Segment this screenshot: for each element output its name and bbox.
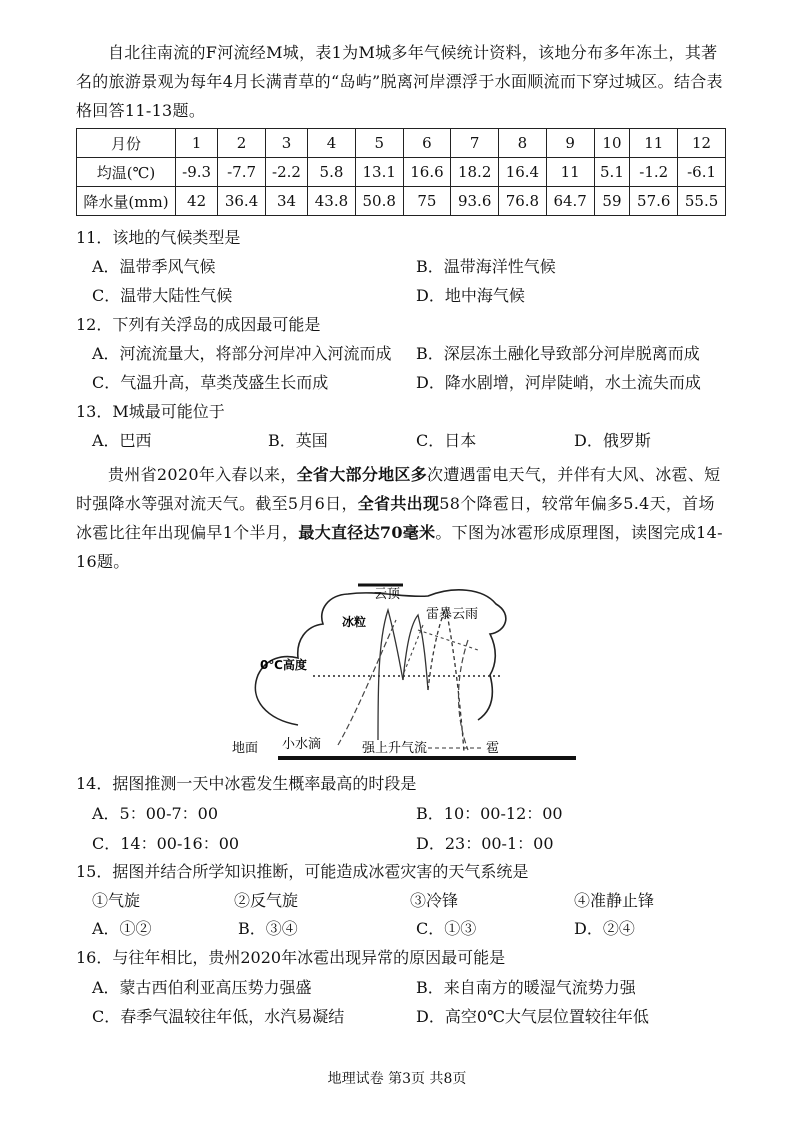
table-cell: 5.8 (308, 158, 356, 187)
q15-item-1: ①气旋 (92, 891, 141, 910)
q11-option-a[interactable]: A．温带季风气候 (92, 257, 216, 276)
updraft-arrow (459, 640, 468, 750)
question-16-stem: 16．与往年相比，贵州2020年冰雹出现异常的原因最可能是 (76, 948, 506, 967)
table-cell: 50.8 (355, 187, 403, 216)
table-cell: 16.6 (403, 158, 451, 187)
thundercloud-label: 雷暴云雨 (426, 607, 479, 622)
table-cell: 93.6 (451, 187, 499, 216)
q14-option-d[interactable]: D．23：00-1：00 (416, 834, 554, 853)
table-cell: 75 (403, 187, 451, 216)
table-cell: 9 (546, 129, 594, 158)
q11-option-d[interactable]: D．地中海气候 (416, 286, 525, 305)
intro2-text-bold: 全省共出现 (357, 494, 440, 513)
q14-option-a[interactable]: A．5：00-7：00 (92, 804, 219, 823)
table-cell: -2.2 (265, 158, 307, 187)
q13-option-b[interactable]: B．英国 (268, 431, 328, 450)
q11-option-c[interactable]: C．温带大陆性气候 (92, 286, 233, 305)
table-cell: 34 (265, 187, 307, 216)
q15-option-a[interactable]: A．①② (92, 919, 152, 938)
table-cell: 8 (499, 129, 547, 158)
hail-path (403, 615, 428, 690)
hail-path (418, 630, 478, 650)
q13-option-a[interactable]: A．巴西 (92, 431, 152, 450)
table-cell: 57.6 (630, 187, 678, 216)
table-cell: 42 (176, 187, 218, 216)
table-row (77, 158, 726, 187)
ground-label: 地面 (232, 741, 259, 756)
updraft-arrow (338, 620, 396, 745)
q16-option-d[interactable]: D．高空0℃大气层位置较往年低 (416, 1007, 649, 1026)
page-footer: 地理试卷 第3页 共8页 (327, 1071, 467, 1087)
table-cell: 7 (451, 129, 499, 158)
q15-option-d[interactable]: D．②④ (574, 919, 635, 938)
table-cell: 5.1 (594, 158, 630, 187)
table-row (77, 129, 726, 158)
intro2-text: 58个降雹日，较常年偏多5.4天，首场冰雹比往年出现偏早1个半月， (76, 494, 715, 542)
q14-option-c[interactable]: C．14：00-16：00 (92, 834, 240, 853)
table-cell: 10 (594, 129, 630, 158)
question-15-stem: 15．据图并结合所学知识推断，可能造成冰雹灾害的天气系统是 (76, 862, 529, 881)
table-cell: 13.1 (355, 158, 403, 187)
table-cell: 18.2 (451, 158, 499, 187)
q13-option-c[interactable]: C．日本 (416, 431, 477, 450)
table-cell: 2 (218, 129, 266, 158)
intro2-text: 贵州省2020年入春以来， (108, 465, 297, 484)
table-cell: 11 (630, 129, 678, 158)
droplets-label: 小水滴 (282, 737, 322, 752)
hail-path (428, 608, 464, 752)
intro2-text-bold: 全省大部分地区多 (296, 465, 428, 484)
table-cell: 76.8 (499, 187, 547, 216)
table-cell: 6 (403, 129, 451, 158)
q16-option-c[interactable]: C．春季气温较往年低，水汽易凝结 (92, 1007, 345, 1026)
table-cell: 16.4 (499, 158, 547, 187)
table-row-label: 月份 (77, 129, 176, 158)
intro-paragraph-2 (76, 460, 726, 576)
hail-path (403, 625, 423, 675)
cloud-top-label: 云顶 (374, 587, 401, 602)
table-cell: -7.7 (218, 158, 266, 187)
table-cell: 3 (265, 129, 307, 158)
table-cell: 43.8 (308, 187, 356, 216)
q15-item-2: ②反气旋 (234, 891, 299, 910)
q15-item-4: ④准静止锋 (574, 891, 655, 910)
table-row-label: 均温(℃) (77, 158, 176, 187)
intro2-text: 。下图为冰雹形成原理图，读图完成14-16题。 (76, 523, 723, 571)
table-cell: 36.4 (218, 187, 266, 216)
q15-item-3: ③冷锋 (410, 891, 459, 910)
table-cell: 59 (594, 187, 630, 216)
table-cell: 11 (546, 158, 594, 187)
zero-height-label: 0℃高度 (260, 658, 307, 672)
table-cell: -9.3 (176, 158, 218, 187)
table-cell: -1.2 (630, 158, 678, 187)
intro-paragraph-1: 自北往南流的F河流经M城，表1为M城多年气候统计资料，该地分布多年冻土，其著名的旅游景观为每年4月长满青草的“岛屿”脱离河岸漂浮于水面顺流而下穿过城区。结合表格回答11-13题。 (76, 43, 723, 120)
question-11-stem: 11．该地的气候类型是 (76, 228, 241, 247)
q16-option-a[interactable]: A．蒙古西伯利亚高压势力强盛 (92, 978, 312, 997)
table-cell: 12 (678, 129, 726, 158)
question-12-stem: 12．下列有关浮岛的成因最可能是 (76, 315, 321, 334)
climate-table (76, 128, 726, 216)
table-cell: 64.7 (546, 187, 594, 216)
question-13-stem: 13．M城最可能位于 (76, 402, 225, 421)
q12-option-a[interactable]: A．河流流量大，将部分河岸冲入河流而成 (92, 344, 392, 363)
ice-grain-label: 冰粒 (342, 615, 367, 629)
q12-option-b[interactable]: B．深层冻土融化导致部分河岸脱离而成 (416, 344, 700, 363)
q16-option-b[interactable]: B．来自南方的暖湿气流势力强 (416, 978, 636, 997)
intro2-text: 次遭遇雷电天气，并伴有大风、冰雹、短时强降水等强对流天气。截至5月6日， (76, 465, 721, 513)
question-14-stem: 14．据图推测一天中冰雹发生概率最高的时段是 (76, 774, 417, 793)
table-row (77, 187, 726, 216)
q15-option-b[interactable]: B．③④ (238, 919, 298, 938)
hail-label: 雹 (486, 741, 500, 756)
table-cell: 1 (176, 129, 218, 158)
q11-option-b[interactable]: B．温带海洋性气候 (416, 257, 556, 276)
intro2-text-bold: 最大直径达70毫米 (298, 523, 436, 542)
table-cell: 55.5 (678, 187, 726, 216)
q12-option-d[interactable]: D．降水剧增，河岸陡峭，水土流失而成 (416, 373, 701, 392)
table-cell: 5 (355, 129, 403, 158)
table-row-label: 降水量(mm) (77, 187, 176, 216)
q14-option-b[interactable]: B．10：00-12：00 (416, 804, 563, 823)
hail-path (378, 610, 403, 740)
q15-option-c[interactable]: C．①③ (416, 919, 477, 938)
updraft-label: 强上升气流 (362, 741, 428, 756)
q13-option-d[interactable]: D．俄罗斯 (574, 431, 651, 450)
table-cell: -6.1 (678, 158, 726, 187)
hail-formation-diagram (228, 580, 578, 770)
q12-option-c[interactable]: C．气温升高，草类茂盛生长而成 (92, 373, 329, 392)
table-cell: 4 (308, 129, 356, 158)
